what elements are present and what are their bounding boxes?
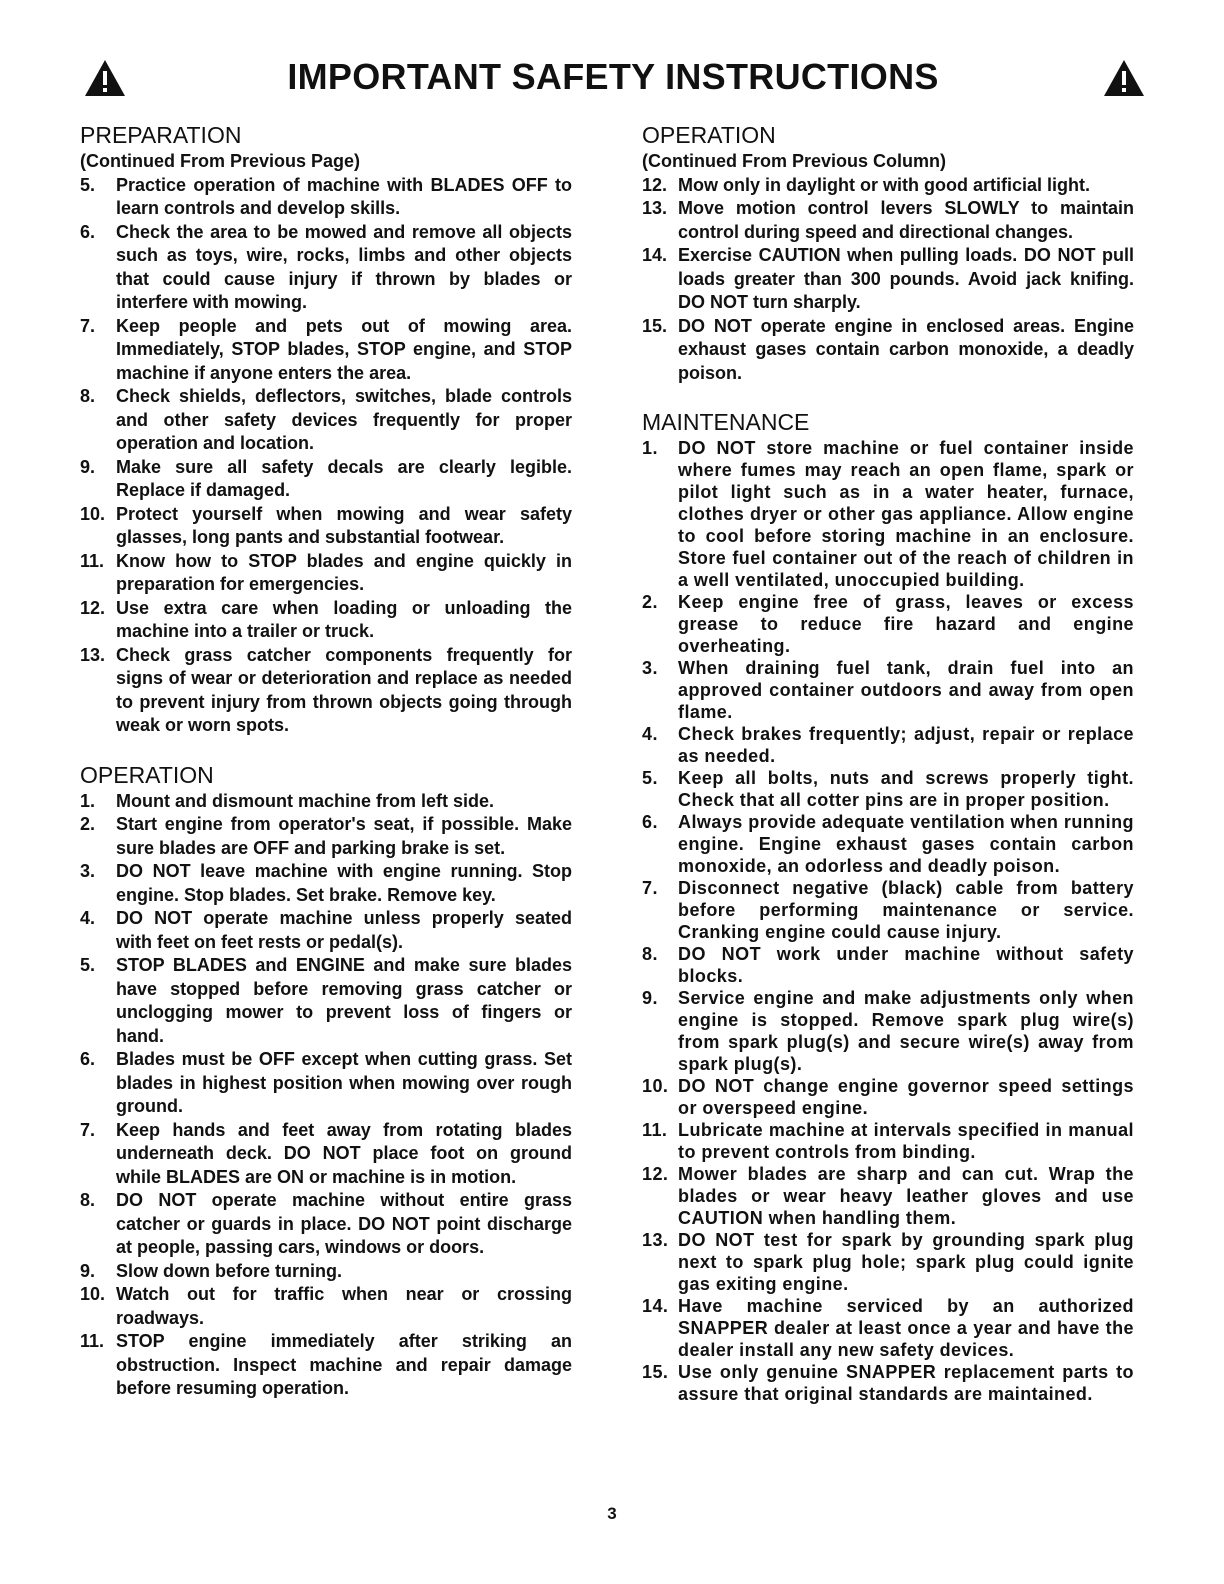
item-number: 6. (80, 1049, 96, 1069)
list-item (642, 943, 1134, 987)
list-item (642, 1361, 1134, 1405)
item-number: 5. (642, 768, 658, 788)
warning-triangle-icon (1102, 58, 1146, 98)
item-text: Disconnect negative (black) cable from battery before performing maintenance or service. Cranking engine could cause injury. (678, 878, 1134, 942)
item-text: Keep hands and feet away from rotating blades underneath deck. DO NOT place foot on ground while BLADES are ON or machine is in motion. (116, 1119, 572, 1187)
operation-list (80, 790, 572, 1401)
maintenance-list (642, 437, 1134, 1405)
item-text: DO NOT work under machine without safety blocks. (678, 944, 1134, 986)
item-text: Check shields, deflectors, switches, blade controls and other safety devices frequently for proper operation and location. (116, 386, 572, 453)
list-item (642, 657, 1134, 723)
list-item (80, 1330, 572, 1401)
item-number: 8. (80, 386, 96, 406)
item-text: Lubricate machine at intervals specified in manual to prevent controls from binding. (678, 1120, 1134, 1162)
maintenance-section (642, 407, 1134, 1405)
item-number: 2. (80, 814, 96, 834)
list-item (642, 1075, 1134, 1119)
page-header (80, 52, 1146, 104)
item-number: 6. (80, 221, 96, 242)
section-heading: MAINTENANCE (642, 409, 810, 435)
list-item (642, 1163, 1134, 1229)
item-text: Start engine from operator's seat, if possible. Make sure blades are OFF and parking brake is set. (116, 814, 572, 858)
list-item (80, 221, 572, 315)
item-number: 4. (80, 908, 96, 928)
item-text: When draining fuel tank, drain fuel into an approved container outdoors and away from open flame. (678, 658, 1134, 722)
list-item (642, 437, 1134, 591)
list-item (642, 987, 1134, 1075)
item-number: 1. (642, 438, 658, 458)
item-number: 9. (80, 1260, 96, 1281)
list-item (642, 1295, 1134, 1361)
item-text: Check brakes frequently; adjust, repair or replace as needed. (678, 724, 1134, 766)
list-item (80, 385, 572, 456)
item-text: Make sure all safety decals are clearly legible. Replace if damaged. (116, 456, 572, 500)
list-item (80, 813, 572, 860)
item-text: Blades must be OFF except when cutting grass. Set blades in highest position when mowing over rough ground. (116, 1049, 572, 1116)
item-number: 8. (80, 1190, 96, 1210)
right-column (642, 120, 1134, 1405)
item-text: DO NOT test for spark by grounding spark plug next to spark plug hole; spark plug could ignite gas exiting engine. (678, 1230, 1134, 1294)
item-number: 12. (80, 597, 106, 618)
item-text: Keep people and pets out of mowing area. Immediately, STOP blades, STOP engine, and STOP machine if anyone enters the area. (116, 315, 572, 383)
item-number: 10. (80, 503, 106, 524)
list-item (642, 877, 1134, 943)
list-item (80, 1189, 572, 1260)
item-number: 15. (642, 315, 668, 336)
item-number: 12. (642, 174, 668, 195)
item-text: Know how to STOP blades and engine quickly in preparation for emergencies. (116, 550, 572, 594)
item-text: Exercise CAUTION when pulling loads. DO NOT pull loads greater than 300 pounds. Avoid jack knifing. DO NOT turn sharply. (678, 245, 1134, 312)
item-text: Service engine and make adjustments only when engine is stopped. Remove spark plug wire(s) from spark plug(s) and secure wire(s) away from spark plug(s). (678, 988, 1134, 1074)
list-item (80, 907, 572, 954)
list-item (642, 1119, 1134, 1163)
list-item (80, 550, 572, 597)
section-heading: PREPARATION (80, 122, 242, 148)
item-number: 12. (642, 1164, 669, 1184)
list-item (80, 1260, 572, 1284)
item-number: 1. (80, 790, 96, 811)
item-number: 5. (80, 955, 96, 975)
list-item (80, 1283, 572, 1330)
item-number: 9. (80, 456, 96, 477)
list-item (642, 1229, 1134, 1295)
item-text: STOP engine immediately after striking an obstruction. Inspect machine and repair damage before resuming operation. (116, 1331, 572, 1398)
item-number: 10. (80, 1284, 106, 1304)
item-number: 11. (642, 1120, 668, 1140)
item-number: 3. (80, 861, 96, 881)
item-number: 13. (642, 1230, 669, 1250)
item-number: 13. (642, 198, 668, 218)
operation-list (642, 174, 1134, 386)
list-item (642, 767, 1134, 811)
item-number: 7. (80, 315, 96, 336)
continued-note: (Continued From Previous Page) (80, 151, 361, 171)
item-text: Keep engine free of grass, leaves or excess grease to reduce fire hazard and engine overheating. (678, 592, 1134, 656)
list-item (80, 790, 572, 814)
item-text: Mow only in daylight or with good artificial light. (678, 174, 1090, 195)
item-number: 10. (642, 1076, 669, 1096)
item-number: 9. (642, 988, 658, 1008)
item-text: Slow down before turning. (116, 1260, 342, 1281)
list-item (80, 597, 572, 644)
item-text: Check the area to be mowed and remove all objects such as toys, wire, rocks, limbs and other objects that could cause injury if thrown by blades or interfere with mowing. (116, 221, 572, 312)
list-item (642, 244, 1134, 315)
list-item (642, 197, 1134, 244)
list-item (80, 1119, 572, 1190)
item-text: DO NOT change engine governor speed settings or overspeed engine. (678, 1076, 1134, 1118)
item-text: Move motion control levers SLOWLY to maintain control during speed and directional changes. (678, 198, 1134, 242)
item-text: Have machine serviced by an authorized SNAPPER dealer at least once a year and have the dealer install any new safety devices. (678, 1296, 1134, 1360)
section-heading: OPERATION (80, 761, 214, 788)
item-text: DO NOT store machine or fuel container inside where fumes may reach an open flame, spark or pilot light such as in a water heater, furnace, clothes dryer or other gas appliance. Allow engine to cool before storing machine in an enclosure. Store fuel container out of the reach of children in a well ventilated, unoccupied building. (678, 438, 1134, 590)
item-number: 14. (642, 1296, 669, 1316)
list-item (80, 860, 572, 907)
list-item (642, 723, 1134, 767)
item-text: Mount and dismount machine from left side. (116, 790, 495, 811)
list-item (642, 591, 1134, 657)
left-column (80, 120, 572, 1401)
item-text: DO NOT operate machine unless properly seated with feet on feet rests or pedal(s). (116, 908, 572, 952)
item-text: Always provide adequate ventilation when running engine. Engine exhaust gases contain carbon monoxide, an odorless and deadly poison. (678, 812, 1134, 876)
item-text: STOP BLADES and ENGINE and make sure blades have stopped before removing grass catcher or unclogging mower to prevent loss of fingers or hand. (116, 955, 572, 1046)
continued-note: (Continued From Previous Column) (642, 151, 946, 171)
list-item (642, 174, 1134, 198)
item-number: 7. (80, 1119, 96, 1140)
item-number: 7. (642, 878, 658, 898)
item-number: 3. (642, 658, 658, 678)
section-heading: OPERATION (642, 122, 776, 148)
item-number: 15. (642, 1362, 669, 1382)
item-number: 8. (642, 944, 658, 964)
preparation-section (80, 120, 572, 738)
item-text: DO NOT operate machine without entire grass catcher or guards in place. DO NOT point discharge at people, passing cars, windows or doors. (116, 1190, 572, 1257)
item-number: 11. (80, 550, 105, 571)
list-item (80, 315, 572, 386)
item-number: 5. (80, 174, 96, 195)
operation-section (80, 760, 572, 1401)
item-number: 2. (642, 592, 658, 612)
item-text: Practice operation of machine with BLADES OFF to learn controls and develop skills. (116, 174, 572, 218)
list-item (642, 315, 1134, 386)
item-text: Mower blades are sharp and can cut. Wrap the blades or wear heavy leather gloves and use CAUTION when handling them. (678, 1164, 1134, 1228)
item-number: 11. (80, 1331, 105, 1351)
item-text: DO NOT operate engine in enclosed areas. Engine exhaust gases contain carbon monoxide, a deadly poison. (678, 315, 1134, 383)
list-item (80, 503, 572, 550)
list-item (80, 174, 572, 221)
item-number: 4. (642, 724, 658, 744)
item-text: Use extra care when loading or unloading the machine into a trailer or truck. (116, 597, 572, 641)
item-text: Use only genuine SNAPPER replacement parts to assure that original standards are maintained. (678, 1362, 1134, 1404)
item-text: Watch out for traffic when near or crossing roadways. (116, 1284, 572, 1328)
list-item (642, 811, 1134, 877)
page-number: 3 (607, 1504, 617, 1523)
item-number: 13. (80, 644, 106, 665)
item-text: Check grass catcher components frequently for signs of wear or deterioration and replace as needed to prevent injury from thrown objects going through weak or worn spots. (116, 644, 572, 735)
item-text: Protect yourself when mowing and wear safety glasses, long pants and substantial footwear. (116, 503, 572, 547)
list-item (80, 954, 572, 1048)
list-item (80, 1048, 572, 1119)
item-text: Keep all bolts, nuts and screws properly tight. Check that all cotter pins are in proper position. (678, 768, 1134, 810)
operation-continued-section (642, 120, 1134, 385)
list-item (80, 644, 572, 738)
list-item (80, 456, 572, 503)
page-title: IMPORTANT SAFETY INSTRUCTIONS (287, 56, 939, 97)
item-number: 6. (642, 812, 658, 832)
item-text: DO NOT leave machine with engine running. Stop engine. Stop blades. Set brake. Remove key. (116, 861, 572, 905)
item-number: 14. (642, 245, 668, 265)
preparation-list (80, 174, 572, 738)
